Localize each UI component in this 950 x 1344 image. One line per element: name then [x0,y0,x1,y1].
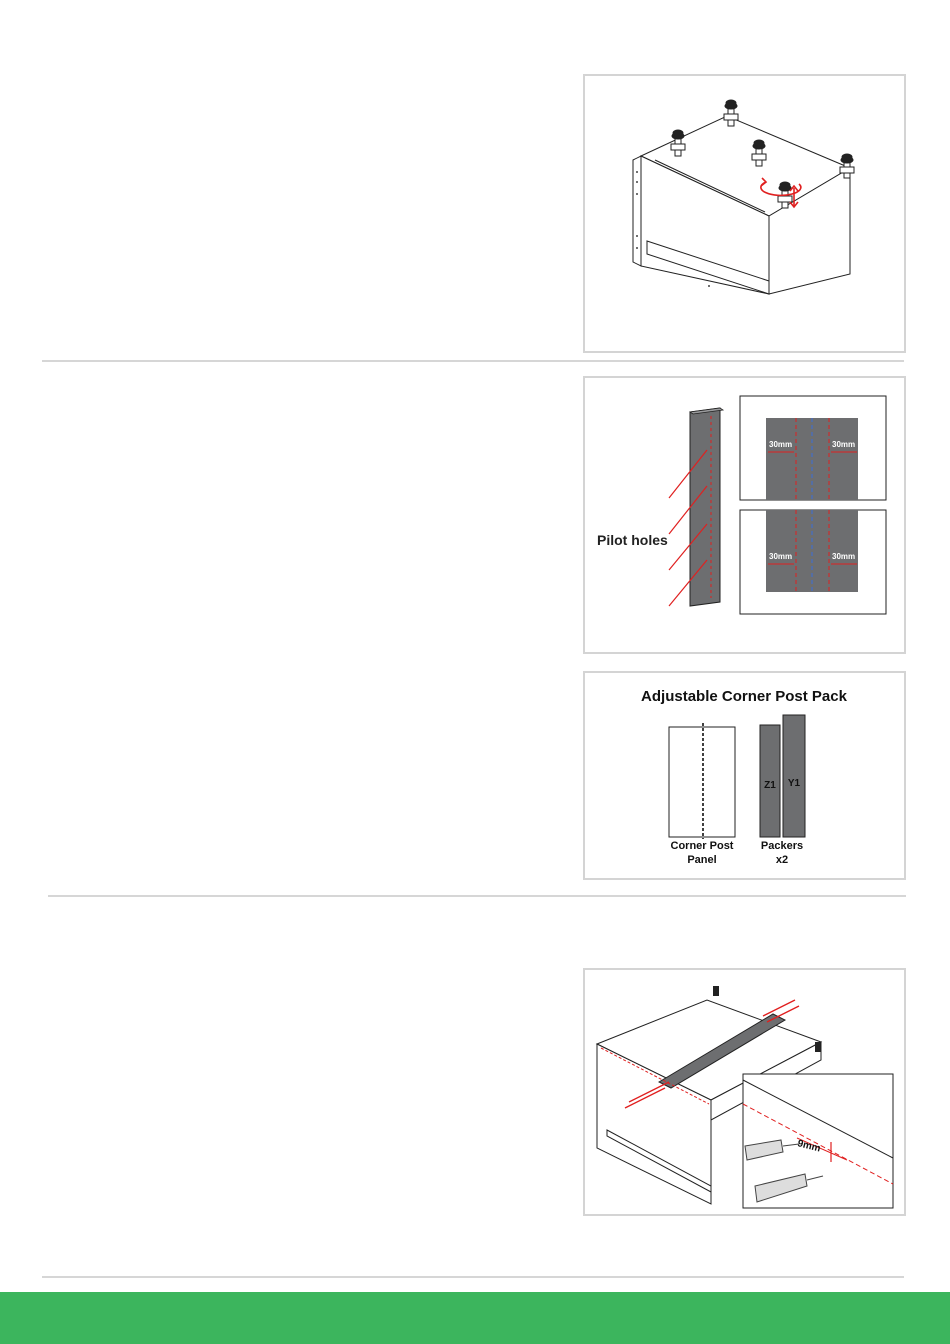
cabinet-legs-illustration [585,76,904,351]
pilot-holes-illustration [585,378,904,652]
corner-post-label: Corner Post [670,840,734,852]
figure-rail-drilling [583,968,906,1216]
dimension-label: 30mm [832,552,856,561]
footer-bar [0,1292,950,1344]
corner-post-pack-illustration [585,673,904,878]
pilot-holes-label: Pilot holes [597,532,668,548]
figure-cabinet-legs [583,74,906,353]
section-divider [42,1276,904,1278]
rail-dimension-label: 9mm [796,1138,822,1155]
rail-drilling-illustration [585,970,904,1214]
section-divider [48,895,906,897]
packer-y1-label: Y1 [787,778,801,789]
figure-pilot-holes [583,376,906,654]
packer-z1-label: Z1 [764,780,776,791]
dimension-label: 30mm [832,440,856,449]
dimension-label: 30mm [769,552,793,561]
section-divider [42,360,904,362]
packers-label: Packers [760,840,804,852]
pack-title: Adjustable Corner Post Pack [641,688,847,705]
corner-post-label: Panel [687,854,717,866]
packers-label: x2 [775,854,789,866]
dimension-label: 30mm [769,440,793,449]
figure-corner-post-pack [583,671,906,880]
